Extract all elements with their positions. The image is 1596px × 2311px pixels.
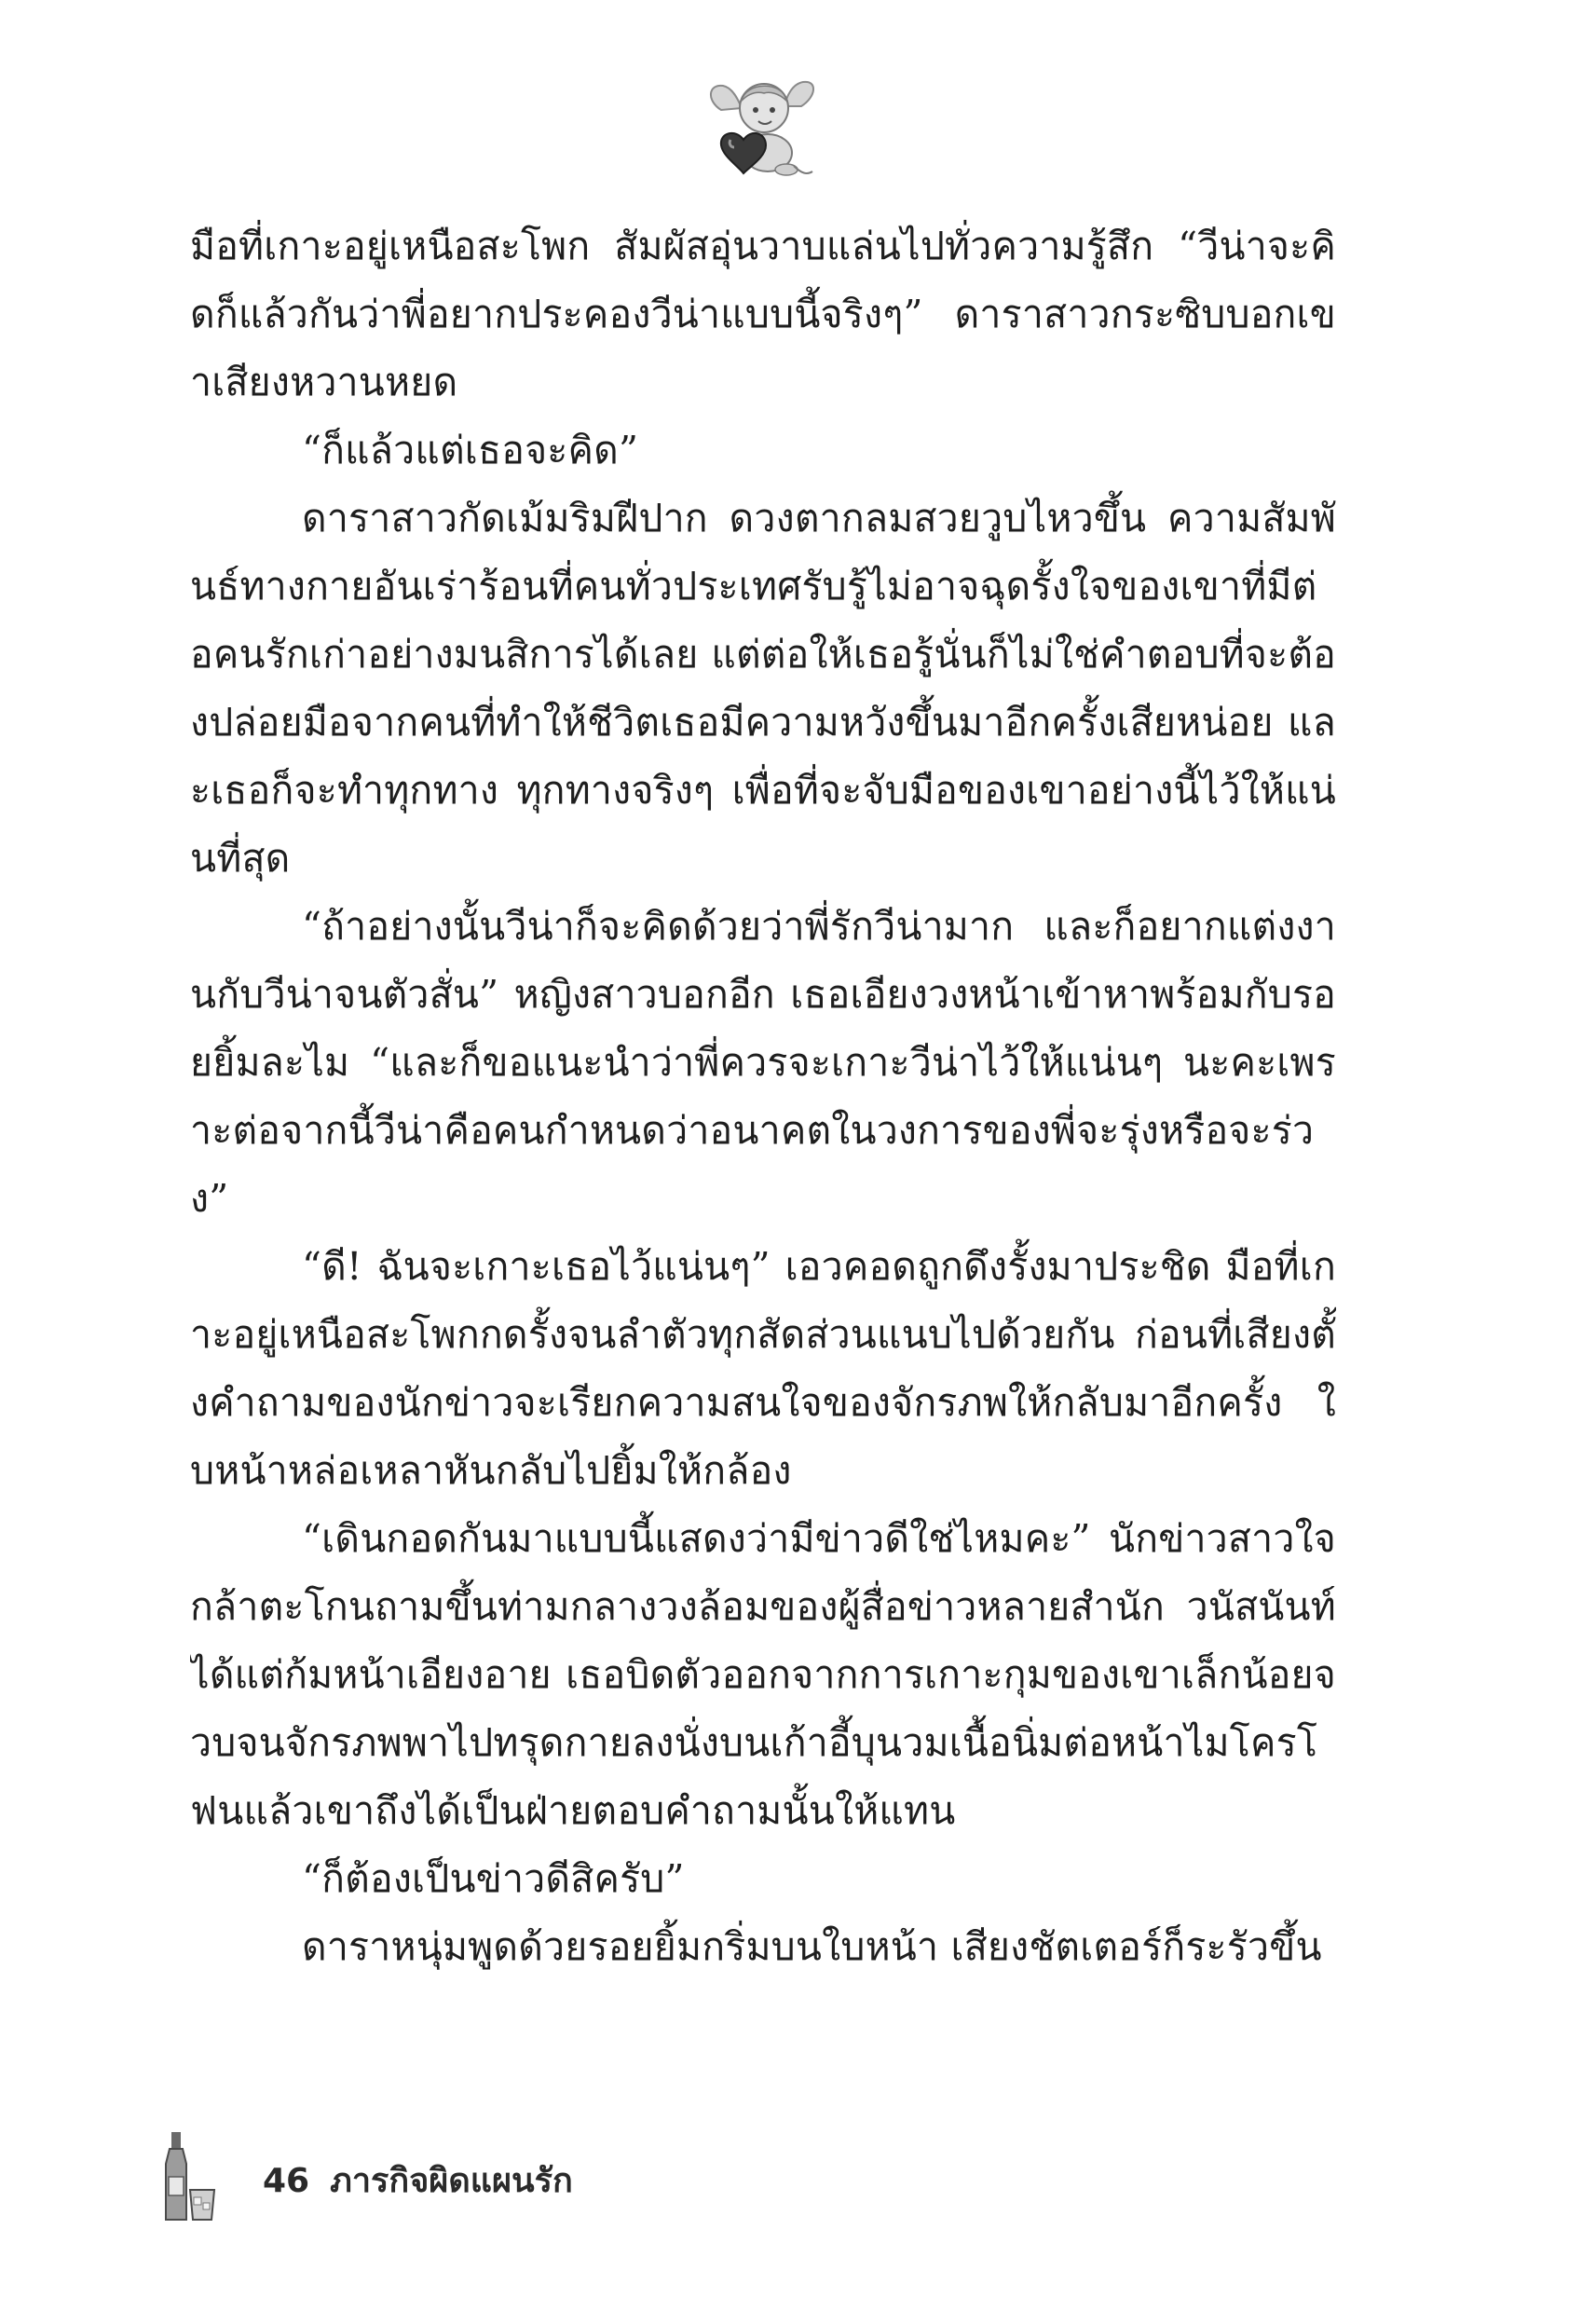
book-title: ภารกิจผิดแผนรัก [330, 2162, 573, 2200]
paragraph: “เดินกอดกันมาแบบนี้แสดงว่ามีข่าวดีใช่ไหมคะ” นักข่าวสาวใจกล้าตะโกนถามขึ้นท่ามกลางวงล้อมของผู้สื่อข่าวหลายสำนัก วนัสนันท์ได้แต่ก้มหน้าเอียงอาย เธอบิดตัวออกจากการเกาะกุมของเขาเล็กน้อยจวบจนจักรภพพาไปทรุดกายลงนั่งบนเก้าอี้บุนวมเนื้อนิ่มต่อหน้าไมโครโฟนแล้วเขาถึงได้เป็นฝ่ายตอบคำถามนั้นให้แทน [190, 1516, 1336, 1833]
paragraph: “ก็แล้วแต่เธอจะคิด” [302, 428, 639, 472]
paragraph: “ก็ต้องเป็นข่าวดีสิครับ” [302, 1856, 685, 1901]
liquor-bottle-glass-icon [160, 2132, 218, 2222]
paragraph: “ดี! ฉันจะเกาะเธอไว้แน่นๆ” เอวคอดถูกดึงรั้งมาประชิด มือที่เกาะอยู่เหนือสะโพกกดรั้งจนลำตัวทุกสัดส่วนแนบไปด้วยกัน ก่อนที่เสียงตั้งคำถามของนักข่าวจะเรียกความสนใจของจักรภพให้กลับมาอีกครั้ง ใบหน้าหล่อเหลาหันกลับไปยิ้มให้กล้อง [190, 1244, 1336, 1493]
body-text [190, 212, 1336, 2132]
cherub-heart-icon [704, 73, 820, 185]
paragraph: มือที่เกาะอยู่เหนือสะโพก สัมผัสอุ่นวาบแล่นไปทั่วความรู้สึก “วีน่าจะคิดก็แล้วกันว่าพี่อยากประคองวีน่าแบบนี้จริงๆ” ดาราสาวกระซิบบอกเขาเสียงหวานหยด [190, 224, 1336, 404]
page-number: 46 [263, 2162, 310, 2200]
paragraph: ดาราหนุ่มพูดด้วยรอยยิ้มกริ่มบนใบหน้า เสียงชัตเตอร์ก็ระรัวขึ้น [302, 1924, 1322, 1969]
paragraph: ดาราสาวกัดเม้มริมฝีปาก ดวงตากลมสวยวูบไหวขึ้น ความสัมพันธ์ทางกายอันเร่าร้อนที่คนทั่วประเทศรับรู้ไม่อาจฉุดรั้งใจของเขาที่มีต่อคนรักเก่าอย่างมนสิการได้เลย แต่ต่อให้เธอรู้นั่นก็ไม่ใช่คำตอบที่จะต้องปล่อยมือจากคนที่ทำให้ชีวิตเธอมีความหวังขึ้นมาอีกครั้งเสียหน่อย และเธอก็จะทำทุกทาง ทุกทางจริงๆ เพื่อที่จะจับมือของเขาอย่างนี้ไว้ให้แน่นที่สุด [190, 496, 1336, 881]
paragraph: “ถ้าอย่างนั้นวีน่าก็จะคิดด้วยว่าพี่รักวีน่ามาก และก็อยากแต่งงานกับวีน่าจนตัวสั่น” หญิงสาวบอกอีก เธอเอียงวงหน้าเข้าหาพร้อมกับรอยยิ้มละไม “และก็ขอแนะนำว่าพี่ควรจะเกาะวีน่าไว้ให้แน่นๆ นะคะเพราะต่อจากนี้วีน่าคือคนกำหนดว่าอนาคตในวงการของพี่จะรุ่งหรือจะร่วง” [190, 904, 1336, 1221]
page-footer [160, 2132, 1092, 2225]
